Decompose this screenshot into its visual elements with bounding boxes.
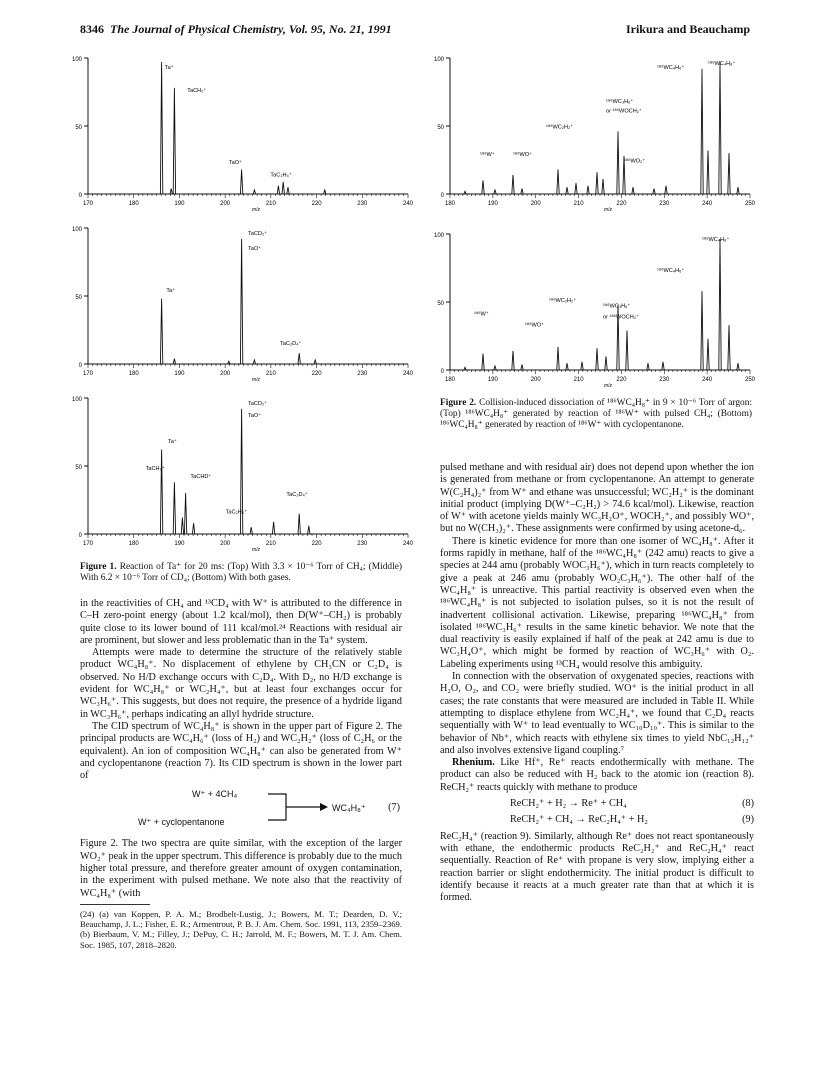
journal-title: The Journal of Physical Chemistry, Vol. 95, No. 21, 1991 [110,22,392,36]
peak-label: or ¹⁸⁶WOCH₂⁺ [606,108,642,115]
peak-label: or ¹⁸⁶WOCH₂⁺ [603,314,639,321]
y-tick-label: 0 [78,533,82,539]
figure2-spectra [432,48,762,394]
peak-label: Ta⁺ [166,287,176,294]
reaction-7-reactant-b: W⁺ + cyclopentanone [138,817,225,828]
x-tick-label: 180 [128,541,139,547]
figure1-panel-top [72,57,414,213]
peak-label: TaCH₂⁺ [187,88,207,94]
peak-label: ¹⁸⁶WC₄H₈⁺ [702,236,730,243]
equation-8-text: ReCH₂⁺ + H₂ → Re⁺ + CH₄ [510,798,627,810]
peak-label: TaCD₂⁺ [248,230,268,237]
x-tick-label: 180 [444,377,456,383]
figure1-spectra [70,48,420,558]
y-tick-label: 100 [71,397,82,403]
spectrum-trace [464,62,739,194]
x-tick-label: 190 [174,201,185,207]
y-tick-label: 50 [75,125,82,131]
x-tick-label: 180 [128,371,139,377]
header-authors: Irikura and Beauchamp [625,22,750,36]
x-tick-label: 250 [744,377,756,383]
equation-9-number: (9) [742,814,754,826]
peak-label: TaCHD⁺ [190,474,212,481]
figure2-caption-label: Figure 2. [440,398,477,408]
x-tick-label: 210 [573,377,584,383]
x-tick-label: 220 [311,201,322,207]
x-tick-label: 190 [174,371,185,377]
spectrum-trace [464,239,739,370]
x-tick-label: 180 [444,201,456,207]
x-axis-label: m/z [603,207,613,213]
right-paragraph-2: There is kinetic evidence for more than one isomer of WC₄H₈⁺. After it forms rapidly in methane, half of the ¹⁸⁶WC₄H₈⁺ (242 amu) reacts to give a species at 244 amu (probably WOC₃H₆⁺), which in turn reacts completely to give a peak at 246 amu (probably WO₂C₃H₆⁺). The other half of the WC₄H₈⁺ is unreactive. This partial reactivity is observed even when the ¹⁸⁶WC₄H₈⁺ is not subjected to isolation pulses, so it is not the result of inadvertent collisional activation. Likewise, preparing ¹⁸⁶WC₄H₈⁺ from isolated ¹⁸⁶WC₃H₆⁺ results in the same kinetic behavior. We note that the dual reactivity is easily explained if half of the peak at 242 amu is due to WC₃H₄O⁺, which might be formed by reaction of WC₃H₆⁺ with O₂. Labeling experiments using ¹³CH₄ would resolve this ambiguity. [440,535,754,670]
header-left [80,22,392,37]
peak-label: TaC₂H₄⁺ [270,172,292,179]
reaction-7-product: WC₄H₈⁺ [332,803,366,814]
spectrum-trace [160,62,326,194]
x-tick-label: 250 [744,201,756,207]
x-axis-label: m/z [603,383,613,389]
rhenium-text: Like Hf⁺, Re⁺ reacts endothermically with methane. The product can also be reduced with H₂ back to the atomic ion (reaction 8). ReCH₂⁺ reacts quickly with methane to produce [440,757,754,793]
peak-label: TaCH₂⁺ [145,466,165,473]
left-paragraph-2: Attempts were made to determine the structure of the relatively stable product WC₄H₈⁺. No displacement of ethylene by CH₃CN or C₂D₄ is observed. No H/D exchange occurs with C₂D₄. With D₂, no H/D exchange is evident for WC₄H₈⁺ or WC₂H₄⁺, but at least four exchanges occur for WC₃H₆⁺. This suggests, but does not require, the presence of a hydride ligand in WC₃H₆⁺, perhaps indicating an allyl hydride structure. [80,647,402,720]
y-tick-label: 100 [71,227,82,233]
figure2-caption-text: Collision-induced dissociation of ¹⁸⁶WC₄H₈⁺ in 9 × 10⁻⁶ Torr of argon: (Top) ¹⁸⁶WC₄H₈⁺ generated by reaction of ¹⁸⁶W⁺ with pulsed CH₄; (Bottom) ¹⁸⁶WC₄H₈⁺ generated by reaction of ¹⁸⁶W⁺ with cyclopentanone. [440,398,753,431]
peak-label: TaC₂D₄⁺ [280,340,302,347]
figure2-panel-bottom [434,233,756,389]
peak-label: TaO⁺ [248,413,262,420]
equation-9 [440,814,754,826]
x-tick-label: 220 [311,541,322,547]
peak-label: TaC₂H₄⁺ [225,509,248,516]
left-paragraph-4: Figure 2. The two spectra are quite similar, with the exception of the larger WO₂⁺ peak in the upper spectrum. This difference is probably due to the much higher total pressure, and therefore greater amount of oxygen contamination, in the experiment with pulsed methane. We note also that the reactivity of WC₄H₈⁺ (with [80,838,402,899]
y-tick-label: 100 [71,57,82,63]
x-tick-label: 230 [659,377,670,383]
figure1-panel-bottom [72,397,414,553]
x-tick-label: 190 [487,201,498,207]
y-tick-label: 50 [437,301,444,307]
x-tick-label: 170 [82,371,94,377]
x-tick-label: 170 [82,541,94,547]
peak-label: ¹⁸⁶WC₃H₆⁺ [606,98,634,105]
peak-label: Ta⁺ [164,64,174,71]
reaction-7-bracket-arrow [268,790,330,826]
x-tick-label: 200 [220,541,231,547]
peak-label: ¹⁸⁶WO₂⁺ [624,158,646,165]
footnote-24: (24) (a) van Koppen, P. A. M.; Brodbelt-Lustig, J.; Bowers, M. T.; Dearden, D. V.; Beauchamp, J. L.; Fisher, E. R.; Armentrout, P. B. J. Am. Chem. Soc. 1991, 113, 2359–2369. (b) Bierbaum, V. M.; Filley, J.; DePuy, C. H.; Jarrold, M. F.; Bowers, M. T. J. Am. Chem. Soc. 1985, 107, 2818–2820. [80,908,402,950]
x-tick-label: 200 [220,201,231,207]
left-paragraph-3: The CID spectrum of WC₄H₈⁺ is shown in the upper part of Figure 2. The principal products are WC₄H₆⁺ (loss of H₂) and WC₂H₂⁺ (loss of C₂H₆ or the equivalent). An ion of composition WC₄H₈⁺ can also be generated from W⁺ and cyclopentanone (reaction 7). Its CID spectrum is shown in the lower part of [80,720,402,782]
peak-label: TaO⁺ [228,160,243,167]
peak-label: ¹⁸⁶WC₂H₂⁺ [546,124,574,131]
y-tick-label: 0 [78,363,82,369]
x-tick-label: 210 [265,541,276,547]
equation-9-text: ReCH₂⁺ + CH₄ → ReC₂H₄⁺ + H₂ [510,814,648,826]
peak-label: ¹⁸⁶WC₄H₈⁺ [708,60,736,67]
x-axis-label: m/z [251,377,261,383]
x-tick-label: 240 [402,541,414,547]
peak-label: TaO⁺ [248,245,262,252]
x-tick-label: 240 [702,377,713,383]
x-tick-label: 180 [128,201,139,207]
peak-label: ¹⁸⁶WC₄H₆⁺ [657,64,685,71]
reaction-7-number: (7) [388,802,400,814]
peak-label: ¹⁸⁶W⁺ [480,151,495,158]
x-tick-label: 220 [616,377,627,383]
x-tick-label: 240 [402,201,414,207]
x-tick-label: 190 [487,377,498,383]
figure1-caption-text: Reaction of Ta⁺ for 20 ms: (Top) With 3.3 × 10⁻⁶ Torr of CH₄; (Middle) With 6.2 × 10⁻⁶ Torr of CD₄; (Bottom) With both gases. [80,562,402,584]
figure2-panel-top [434,57,756,213]
rhenium-section-head: Rhenium. [452,757,495,769]
left-paragraph-1: in the reactivities of CH₄ and ¹³CD₄ with W⁺ is attributed to the difference in C–H zero-point energy (about 1.2 kcal/mol), then D(W⁺–CH₂) is probably quite close to its lower bound of 111 kcal/mol.²⁴ Reactions with residual air are prominent, but slower and less problematic than in the Ta⁺ system. [80,598,402,646]
peak-label: ¹⁸⁶WO⁺ [513,151,533,158]
peak-label: ¹⁸⁶WO⁺ [525,322,545,329]
y-tick-label: 50 [75,465,82,471]
x-tick-label: 170 [82,201,94,207]
footnote-rule [80,904,150,905]
figure2-caption [440,398,752,432]
x-tick-label: 240 [402,371,414,377]
x-tick-label: 200 [530,201,541,207]
peak-label: ¹⁸⁶WC₄H₆⁺ [657,268,685,275]
x-tick-label: 230 [357,541,368,547]
equation-8 [440,798,754,810]
x-tick-label: 210 [265,201,276,207]
x-tick-label: 200 [530,377,541,383]
y-tick-label: 0 [78,193,82,199]
peak-label: TaCD₂⁺ [248,400,268,407]
left-column [80,598,402,950]
peak-label: TaC₂D₄⁺ [286,491,308,498]
peak-label: ¹⁸⁶WC₃H₆⁺ [603,303,631,310]
right-paragraph-5: ReC₂H₄⁺ (reaction 9). Similarly, although Re⁺ does not react spontaneously with ethane, the endothermic products ReC₂H₂⁺ and ReC₂H₄⁺ react sequentially. Reaction of Re⁺ with propane is very slow, implying either a reaction barrier or slight endothermicity. The initial product is difficult to identify because it reacts at a much greater rate than that at which it is formed. [440,830,754,904]
figure1-caption [80,562,402,584]
figure1-panel-middle [72,227,414,383]
reaction-7-scheme [80,782,402,838]
x-tick-label: 240 [702,201,713,207]
x-tick-label: 220 [616,201,627,207]
reaction-7-reactant-a: W⁺ + 4CH₄ [192,789,238,800]
x-axis-label: m/z [251,547,261,553]
x-tick-label: 230 [357,201,368,207]
equation-8-number: (8) [742,798,754,810]
page-number: 8346 [80,22,104,36]
y-tick-label: 0 [440,369,444,375]
y-tick-label: 50 [437,125,444,131]
right-paragraph-1: pulsed methane and with residual air) does not depend upon whether the ion is generated from methane or from cyclopentanone. An attempt to generate W(C₂H₄)₂⁺ from W⁺ and ethane was unsuccessful; WC₂H₂⁺ is the dominant initial product (implying D(W⁺–C₂H₂) > 74.6 kcal/mol). Likewise, reaction of W⁺ with acetone yields mainly WC₃H₂O⁺, WOCH₂⁺, and possibly WO⁺, but no W(CH₃)₂⁺. These assignments were confirmed by using acetone-d₆. [440,462,754,535]
right-paragraph-3: In connection with the observation of oxygenated species, reactions with H₂O, O₂, and CO₂ were briefly studied. WO⁺ is the initial product in all cases; the rate constants that were measured are included in Table II. While attempting to displace ethylene from WC₂H₄⁺, we found that C₂D₄ reacts sequentially with W⁺ to lead eventually to WC₁₀D₁₀⁺. This is similar to the behavior of Nb⁺, which reacts with ethylene six times to yield NbC₁₂H₁₂⁺ and also involves extensive ligand coupling.⁷ [440,671,754,756]
y-tick-label: 0 [440,193,444,199]
peak-label: ¹⁸⁶W⁺ [474,311,489,318]
x-tick-label: 220 [311,371,322,377]
peak-label: ¹⁸⁶WC₂H₂⁺ [549,298,577,304]
x-tick-label: 210 [265,371,276,377]
x-tick-label: 210 [573,201,584,207]
x-tick-label: 230 [659,201,670,207]
x-axis-label: m/z [251,207,261,213]
y-tick-label: 100 [433,233,444,239]
x-tick-label: 230 [357,371,368,377]
x-tick-label: 190 [174,541,185,547]
x-tick-label: 200 [220,371,231,377]
y-tick-label: 50 [75,295,82,301]
figure1-caption-label: Figure 1. [80,562,117,572]
peak-label: Ta⁺ [168,438,177,445]
y-tick-label: 100 [433,57,444,63]
right-paragraph-4 [440,757,754,794]
right-column [440,462,754,904]
